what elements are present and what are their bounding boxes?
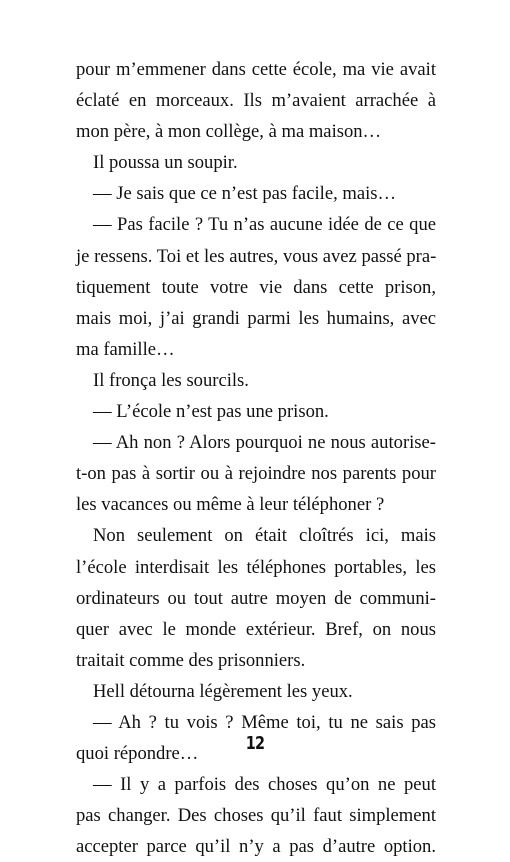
- text-line: — Ah non ? Alors pourquoi ne nous autorise-: [93, 432, 436, 454]
- text-line: — L’école n’est pas une prison.: [93, 401, 329, 423]
- text-line: — Ah ? tu vois ? Même toi, tu ne sais pas: [93, 711, 436, 733]
- text-line: quer avec le monde extérieur. Bref, on nous: [76, 618, 436, 640]
- text-line: — Je sais que ce n’est pas facile, mais…: [93, 183, 397, 205]
- text-line: tiquement toute votre vie dans cette prison,: [76, 276, 436, 298]
- page-number: 12: [245, 733, 265, 754]
- text-line: traitait comme des prisonniers.: [76, 649, 306, 671]
- text-line: t-on pas à sortir ou à rejoindre nos parents pour: [76, 463, 436, 485]
- text-line: Non seulement on était cloîtrés ici, mais: [93, 525, 436, 547]
- text-line: mon père, à mon collège, à ma maison…: [76, 121, 382, 143]
- text-line: pour m’emmener dans cette école, ma vie avait: [76, 59, 436, 80]
- text-line: Il poussa un soupir.: [93, 152, 238, 174]
- text-line: pas changer. Des choses qu’il faut simplement: [76, 805, 436, 827]
- text-line: éclaté en morceaux. Ils m’avaient arrachée à: [76, 90, 436, 112]
- text-line: ordinateurs ou tout autre moyen de communi-: [76, 587, 436, 609]
- text-line: Hell détourna légèrement les yeux.: [93, 680, 353, 702]
- text-line: ma famille…: [76, 338, 175, 360]
- text-line: les vacances ou même à leur téléphoner ?: [76, 494, 385, 516]
- text-line: — Il y a parfois des choses qu’on ne peut: [93, 774, 436, 796]
- text-line: accepter parce qu’il n’y a pas d’autre option.: [76, 836, 436, 858]
- text-line: — Pas facile ? Tu n’as aucune idée de ce que: [93, 214, 436, 236]
- text-line: Il fronça les sourcils.: [93, 369, 249, 391]
- text-line: je ressens. Toi et les autres, vous avez passé pra-: [76, 245, 437, 267]
- text-line: l’école interdisait les téléphones portables, les: [76, 556, 436, 578]
- text-line: mais moi, j’ai grandi parmi les humains, avec: [76, 307, 436, 329]
- text-line: quoi répondre…: [76, 743, 199, 765]
